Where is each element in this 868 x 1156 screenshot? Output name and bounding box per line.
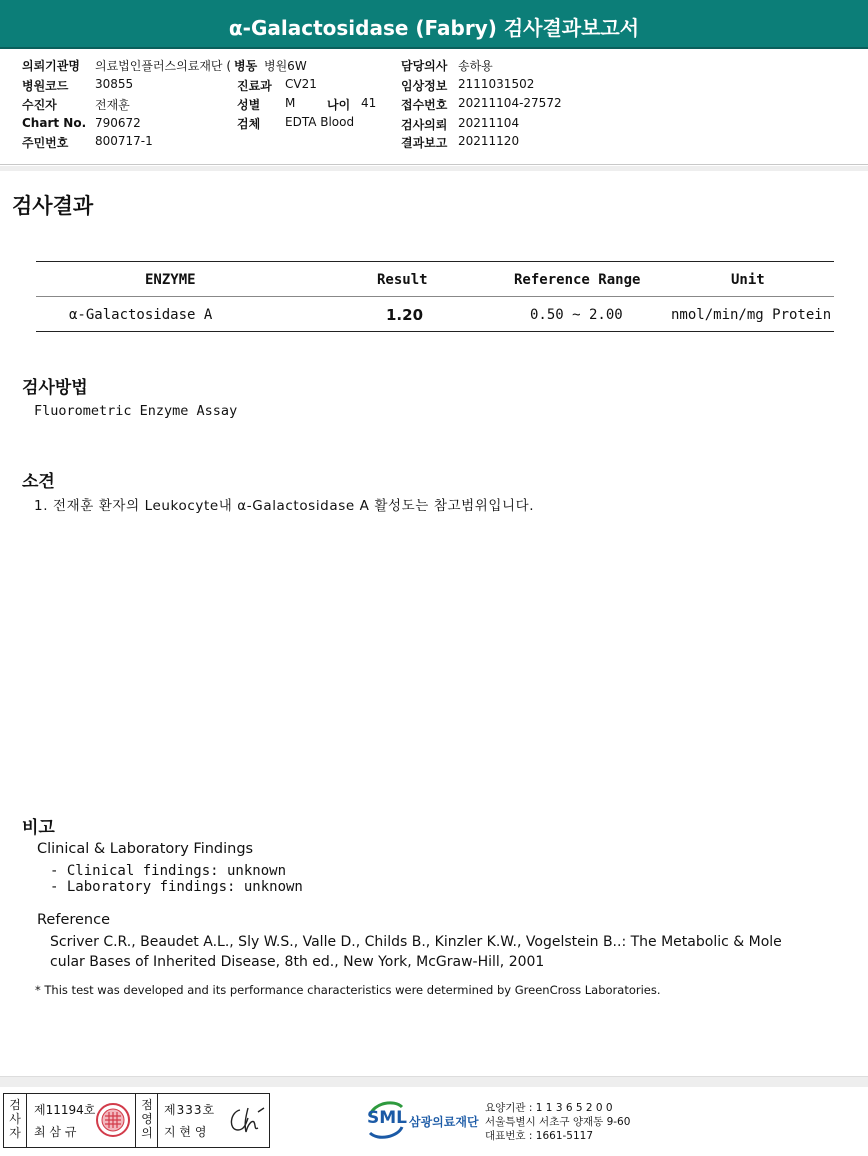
method-text: Fluorometric Enzyme Assay [34,403,238,419]
header-request-date: 20211104 [458,116,520,130]
laboratory-findings-line: - Laboratory findings: unknown [50,879,303,895]
col-header-reference: Reference Range [514,272,641,288]
org-phone: 대표번호 : 1661-5117 [485,1130,594,1142]
header-chart-no: 790672 [95,116,141,130]
footnote: * This test was developed and its performance characteristics were determined by GreenCross Laboratories. [35,983,661,997]
header-rrn: 800717-1 [95,134,153,148]
sml-logo-text: SML [367,1108,407,1128]
header-request-date-label: 검사의뢰 [401,118,448,132]
header-accession: 20211104-27572 [458,96,562,110]
confirmer-license-no: 제333호 [164,1103,216,1117]
examiner-label: 검사자 [9,1098,21,1140]
header-sex-label: 성별 [237,98,261,112]
report-title: α-Galactosidase (Fabry) 검사결과보고서 [228,16,640,40]
header-age: 41 [361,96,377,110]
remarks-heading: 비고 [22,818,55,838]
confirmer-name: 지 현 영 [164,1125,207,1139]
opinion-text: 1. 전재훈 환자의 Leukocyte내 α-Galactosidase A 활성도는 참고범위입니다. [34,498,535,514]
table-header-rule [36,296,834,297]
header-doctor-label: 담당의사 [401,59,448,73]
header-patient: 전재훈 [95,98,130,112]
header-sex: M [285,96,296,110]
report-title-bar [0,0,868,49]
header-institution-value: 의료법인플러스의료재단 ( [95,59,232,73]
clinical-findings-line: - Clinical findings: unknown [50,863,287,879]
header-hospital-code-label: 병원코드 [22,79,69,93]
header-patient-label: 수진자 [22,98,57,112]
footer-band [0,1076,868,1087]
header-clinical-info-label: 임상정보 [401,79,448,93]
reference-line-2: cular Bases of Inherited Disease, 8th ed., New York, McGraw-Hill, 2001 [50,954,545,970]
org-name: 삼광의료재단 [409,1115,479,1129]
header-doctor: 송하용 [458,59,493,73]
header-divider [0,164,868,165]
clinical-findings-title: Clinical & Laboratory Findings [37,841,254,857]
cell-enzyme: α-Galactosidase A [69,307,213,323]
confirmer-label: 점영의 [141,1098,153,1140]
org-code: 요양기관 : 1 1 3 6 5 2 0 0 [485,1102,613,1114]
header-specimen-label: 검체 [237,117,261,131]
col-header-unit: Unit [731,272,765,288]
header-age-label: 나이 [327,98,351,112]
cell-result: 1.20 [386,306,424,324]
header-specimen: EDTA Blood [285,115,355,129]
table-bottom-rule [36,331,834,332]
header-chart-label: Chart No. [22,116,87,130]
method-heading: 검사방법 [22,378,88,398]
header-dept-label: 진료과 [237,79,272,93]
results-heading: 검사결과 [12,194,94,218]
header-band [0,166,868,171]
cell-unit: nmol/min/mg Protein [671,307,832,323]
header-ward: 병원6W [264,59,307,73]
header-report-date-label: 결과보고 [401,136,448,150]
reference-line-1: Scriver C.R., Beaudet A.L., Sly W.S., Valle D., Childs B., Kinzler K.W., Vogelstein B..: The Metabolic & Mole [50,934,782,950]
col-header-result: Result [377,272,428,288]
examiner-name: 최 삼 규 [34,1125,77,1139]
header-report-date: 20211120 [458,134,520,148]
reference-title: Reference [37,912,111,928]
signature-icon [226,1104,266,1138]
header-institution: 의뢰기관명 [22,59,80,73]
examiner-seal-icon [95,1102,131,1138]
col-header-enzyme: ENZYME [145,272,196,288]
header-rrn-label: 주민번호 [22,136,69,150]
org-address: 서울특별시 서초구 양재동 9-60 [485,1116,631,1128]
opinion-heading: 소견 [22,472,55,492]
header-hospital-code: 30855 [95,77,134,91]
examiner-license-no: 제11194호 [34,1103,96,1117]
header-ward-label: 병동 [234,59,258,73]
header-clinical-info: 2111031502 [458,77,535,91]
header-dept: CV21 [285,77,317,91]
cell-reference-range: 0.50 ~ 2.00 [530,307,623,323]
signature-box [3,1093,270,1148]
table-top-rule [36,261,834,262]
header-accession-label: 접수번호 [401,98,448,112]
